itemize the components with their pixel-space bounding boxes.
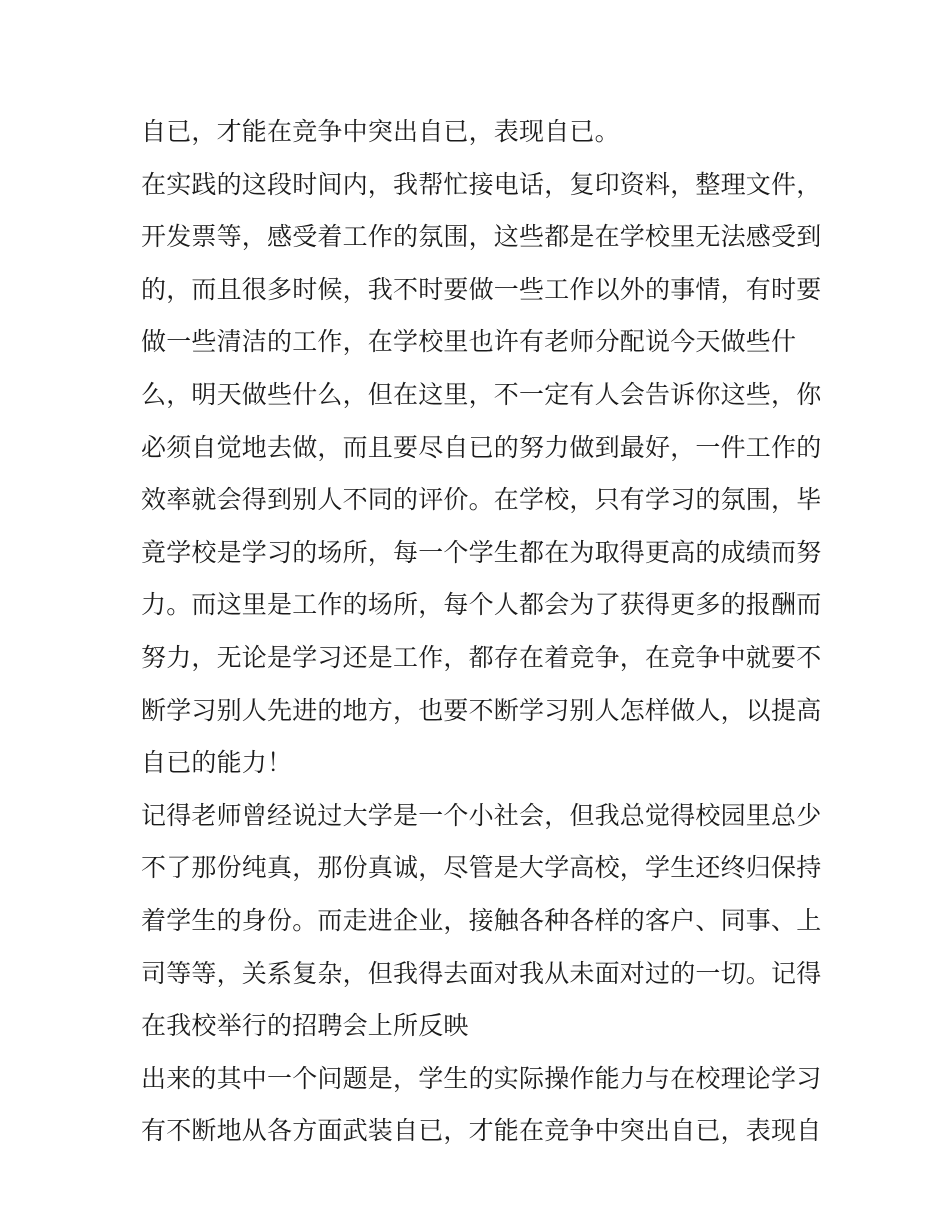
text-line: 开发票等，感受着工作的氛围，这些都是在学校里无法感受到 xyxy=(141,222,822,252)
text-line: 断学习别人先进的地方，也要不断学习别人怎样做人，以提高 xyxy=(141,695,822,725)
text-line: 必须自觉地去做，而且要尽自已的努力做到最好，一件工作的 xyxy=(141,432,822,462)
text-line: 力。而这里是工作的场所，每个人都会为了获得更多的报酬而 xyxy=(141,590,822,620)
text-line: 竟学校是学习的场所，每一个学生都在为取得更高的成绩而努 xyxy=(141,537,822,567)
text-line: 着学生的身份。而走进企业，接触各种各样的客户、同事、上 xyxy=(141,905,822,935)
text-line: 做一些清洁的工作，在学校里也许有老师分配说今天做些什 xyxy=(141,327,797,357)
text-line: 在我校举行的招聘会上所反映 xyxy=(141,1011,469,1041)
text-line: 自已的能力！ xyxy=(141,748,293,778)
text-line: 自已，才能在竞争中突出自已，表现自已。 xyxy=(141,117,620,146)
text-line: 的，而且很多时候，我不时要做一些工作以外的事情，有时要 xyxy=(141,274,822,304)
text-line: 有不断地从各方面武装自已，才能在竞争中突出自已，表现自 xyxy=(141,1116,822,1146)
text-line: 不了那份纯真，那份真诚，尽管是大学高校，学生还终归保持 xyxy=(141,853,822,883)
body-text xyxy=(141,106,841,1158)
text-line: 在实践的这段时间内，我帮忙接电话，复印资料，整理文件， xyxy=(141,169,822,199)
text-line: 出来的其中一个问题是，学生的实际操作能力与在校理论学习 xyxy=(141,1063,822,1093)
text-line: 记得老师曾经说过大学是一个小社会，但我总觉得校园里总少 xyxy=(141,800,822,830)
text-line: 么，明天做些什么，但在这里，不一定有人会告诉你这些，你 xyxy=(141,379,822,409)
text-line: 司等等，关系复杂，但我得去面对我从未面对过的一切。记得 xyxy=(141,958,822,988)
text-line: 效率就会得到别人不同的评价。在学校，只有学习的氛围，毕 xyxy=(141,485,822,515)
text-line: 努力，无论是学习还是工作，都存在着竞争，在竞争中就要不 xyxy=(141,642,822,672)
